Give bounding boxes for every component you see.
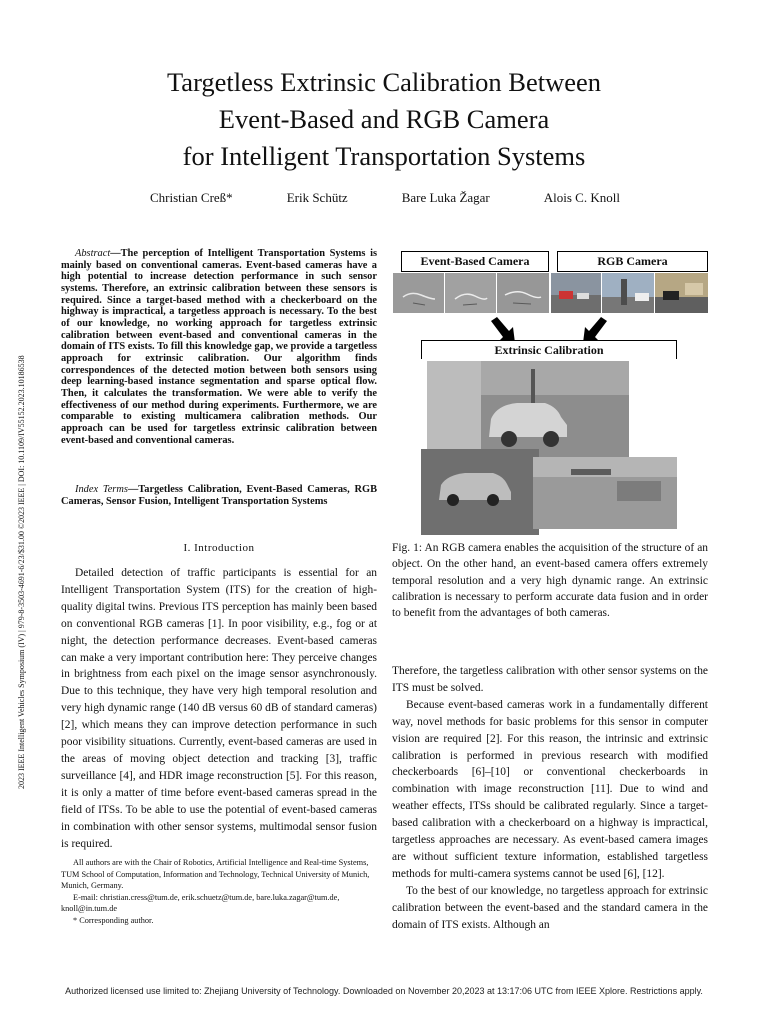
rgb-camera-box: RGB Camera bbox=[557, 251, 708, 272]
author-4: Alois C. Knoll bbox=[543, 190, 620, 205]
section-heading: I. Introduction bbox=[183, 542, 255, 554]
author-2: Erik Schütz bbox=[286, 190, 348, 205]
author-1: Christian Creß* bbox=[150, 190, 233, 205]
rgb-camera-images bbox=[551, 273, 708, 313]
extrinsic-calibration-box: Extrinsic Calibration bbox=[421, 340, 677, 361]
footnote-affiliation: All authors are with the Chair of Robotics, Artificial Intelligence and Real-time Systems, TUM School of Computation, Information and Technology, Technical University of Munich, Munich, Germany. bbox=[61, 858, 370, 891]
title-line-3: for Intelligent Transportation Systems bbox=[182, 141, 586, 171]
intro-paragraph-1: Detailed detection of traffic participants is essential for an Intelligent Transportation System (ITS) for the creation of high-quality digital twins. Previous ITS perception has mainly been based on conventional RGB cameras [1]. In poor visibility, e.g., fog or at night, the detection performance decreases. Event-based cameras can make a very important contribution here: They perceive changes in brightness from each pixel on the image sensor asynchronously. Due to this technique, they have very high temporal resolution and very high dynamic range (140 dB versus 60 dB of standard cameras) [2], which means they can improve detection performance in such poor visibility situations. Currently, event-based cameras are used in the areas of moving object detection and tracking [3], traffic surveillance [4], and HDR image reconstruction [5]. For this reason, it is only a matter of time before event-based cameras spread in the field of ITSs. To be able to use the potential of event-based cameras in combination with other sensor systems, multimodal sensor fusion is required. bbox=[61, 567, 377, 850]
abstract bbox=[61, 248, 377, 446]
footnote-email: E-mail: christian.cress@tum.de, erik.schuetz@tum.de, bare.luka.zagar@tum.de, knoll@in.tum.de bbox=[61, 892, 340, 914]
title-line-1: Targetless Extrinsic Calibration Between bbox=[166, 67, 602, 97]
figure-1-caption: Fig. 1: An RGB camera enables the acquisition of the structure of an object. On the other hand, an event-based camera offers extremely temporal resolution and a very high dynamic range. An extrinsic calibration is necessary to perform accurate data fusion and in order to benefit from the advantages of both cameras. bbox=[392, 542, 708, 620]
paper-title bbox=[60, 64, 708, 175]
calibration-result-image bbox=[421, 359, 677, 535]
index-terms-text: —Targetless Calibration, Event-Based Cameras, RGB Cameras, Sensor Fusion, Intelligent Transportation Systems bbox=[61, 484, 378, 507]
author-3: Bare Luka Žagar bbox=[401, 190, 490, 205]
index-terms bbox=[61, 484, 377, 507]
intro-paragraph-3: To the best of our knowledge, no targetless approach for extrinsic calibration between the event-based and the standard camera in the domain of ITS exists. Although an bbox=[392, 884, 708, 931]
abstract-text: —The perception of Intelligent Transportation Systems is mainly based on conventional cameras. Event-based cameras have a high potential to increase detection performance in such sensor systems. Therefore, an extrinsic calibration between these sensors is required. Since a target-based method with a checkerboard on the highway is impractical, a targetless approach is necessary. To the best of our knowledge, no working approach for targetless extrinsic calibration between event-based and conventional cameras in the domain of ITS exists. To fill this knowledge gap, we provide a targetless approach for extrinsic calibration. Our algorithm finds correspondences of the detected motion between both sensors using deep learning-based instance segmentation and sparse optical flow. Then, it calculates the transformation. We were able to verify the effectiveness of our method during experiments. Furthermore, we are comparable to existing multicamera calibration methods. Our approach can be used for targetless extrinsic calibration between event-based and conventional cameras. bbox=[61, 248, 377, 446]
intro-continued-paragraph: Therefore, the targetless calibration with other sensor systems on the ITS must be solved. bbox=[392, 665, 708, 694]
event-frames-graphic bbox=[393, 273, 549, 313]
index-terms-label: Index Terms bbox=[75, 484, 128, 495]
abstract-label: Abstract bbox=[75, 248, 111, 259]
author-footnote bbox=[61, 857, 377, 927]
doi-sidebar-text: 2023 IEEE Intelligent Vehicles Symposium (IV) | 979-8-3503-4691-6/23/$31.00 ©2023 IEEE | DOI: 10.1109/IV55152.2023.10186538 bbox=[17, 355, 26, 789]
figure-1 bbox=[393, 251, 708, 535]
footnote-corresponding: * Corresponding author. bbox=[73, 915, 154, 925]
fused-camera-graphic bbox=[421, 359, 677, 535]
license-footer: Authorized licensed use limited to: Zhejiang University of Technology. Downloaded on November 20,2023 at 13:17:06 UTC from IEEE Xplore. Restrictions apply. bbox=[65, 986, 703, 996]
event-camera-box: Event-Based Camera bbox=[401, 251, 549, 272]
doi-sidebar bbox=[17, 233, 29, 793]
rgb-frames-graphic bbox=[551, 273, 708, 313]
event-camera-images bbox=[393, 273, 549, 313]
intro-paragraph-2: Because event-based cameras work in a fundamentally different way, novel methods for basic problems for this sensor in computer vision are required [2]. For this reason, the intrinsic and extrinsic calibration is performed in previous research with modified checkerboards [6]–[10] or conventional checkerboards in combination with image reconstruction [11]. Due to wind and weather effects, ITSs should be calibrated regularly. Since a target-based calibration with a checkerboard on a highway is impractical, targetless approaches are necessary. As event-based camera images are without sufficient texture information, established targetless methods for multi-camera systems cannot be used [6], [12]. bbox=[392, 698, 708, 880]
right-column-text bbox=[392, 663, 708, 934]
title-line-2: Event-Based and RGB Camera bbox=[218, 104, 550, 134]
author-list bbox=[150, 190, 620, 206]
